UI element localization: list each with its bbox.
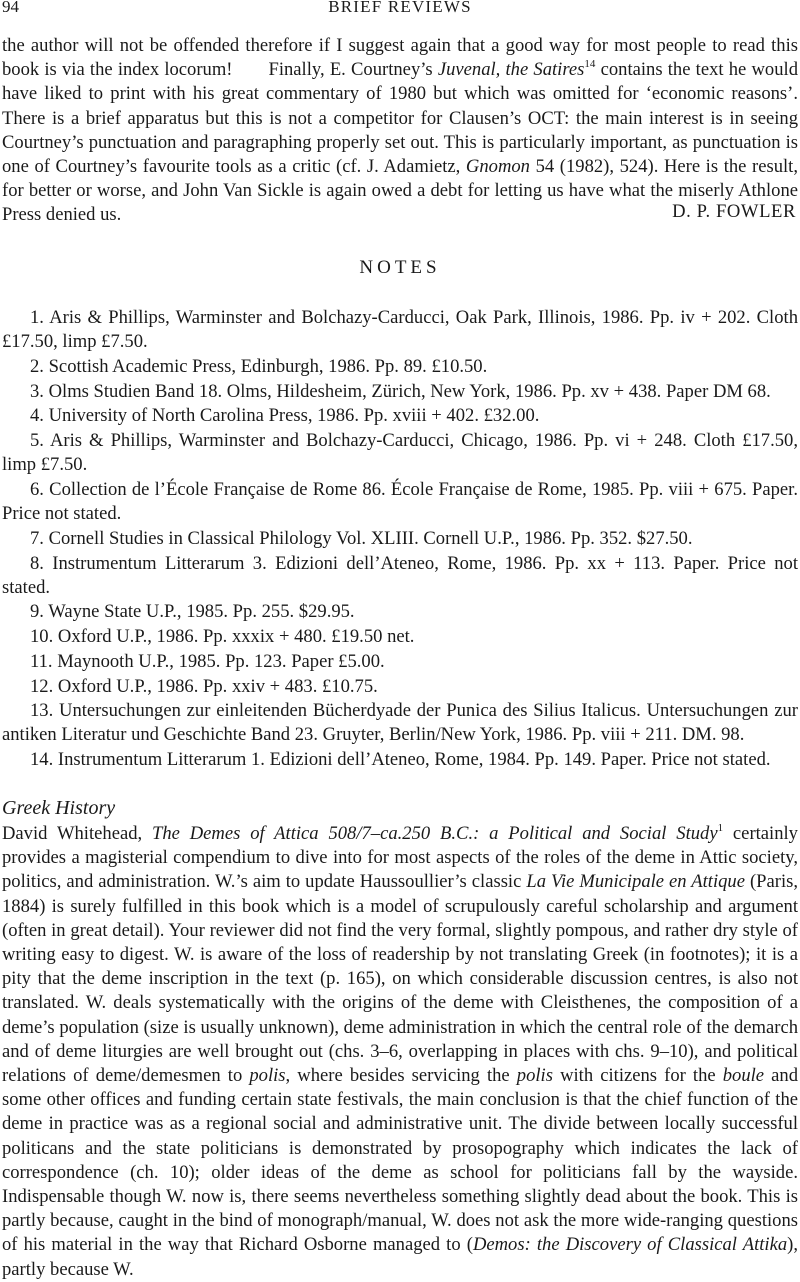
note-item: 12. Oxford U.P., 1986. Pp. xxiv + 483. £10.75. — [30, 675, 378, 697]
note-item: 3. Olms Studien Band 18. Olms, Hildesheim, Zürich, New York, 1986. Pp. xv + 438. Paper DM 68. — [30, 380, 771, 402]
note-item: 2. Scottish Academic Press, Edinburgh, 1986. Pp. 89. £10.50. — [30, 355, 488, 377]
note-item: 5. Aris & Phillips, Warminster and Bolchazy-Carducci, Chicago, 1986. Pp. vi + 248. Cloth £17.50, limp £7.50. — [2, 430, 798, 476]
cited-title: Demos: the Discovery of Classical Attika — [472, 1234, 788, 1256]
note-item: 9. Wayne State U.P., 1985. Pp. 255. $29.95. — [30, 601, 355, 623]
footnote-ref: 1 — [717, 822, 724, 834]
running-head: BRIEF REVIEWS — [328, 0, 472, 16]
note-item: 14. Instrumentum Litterarum 1. Edizioni dell’Ateneo, Rome, 1984. Pp. 149. Paper. Price not stated. — [30, 749, 771, 771]
journal-title: Gnomon — [465, 156, 530, 178]
note-item: 10. Oxford U.P., 1986. Pp. xxxix + 480. £19.50 net. — [30, 626, 415, 648]
review-text: David Whitehead, — [2, 823, 152, 844]
italic-term: polis — [249, 1065, 286, 1087]
note-item: 8. Instrumentum Litterarum 3. Edizioni dell’Ateneo, Rome, 1986. Pp. xx + 113. Paper. Price not stated. — [2, 552, 798, 598]
page-header — [0, 0, 800, 21]
review-paragraph — [2, 822, 798, 1282]
review-text: Finally, E. Courtney’s — [268, 59, 438, 81]
cited-title: La Vie Municipale en Attique — [526, 871, 745, 893]
note-item: 13. Untersuchungen zur einleitenden Bücherdyade der Punica des Silius Italicus. Untersuchungen zur antiken Literatur und Geschichte Band 23. Gruyter, Berlin/New York, 1986. Pp. viii + 211. DM. 98. — [2, 700, 798, 746]
review-text: 54 (1982), 524). Here is the result, for better or worse, and John Van Sickle is again owed a debt for letting us have what the miserly Athlone Press denied us. — [2, 156, 798, 226]
note-item: 11. Maynooth U.P., 1985. Pp. 123. Paper £5.00. — [30, 650, 385, 672]
book-title: The Demes of Attica 508/7–ca.250 B.C.: a Political and Social Study — [152, 823, 718, 844]
review-text: the author will not be offended therefore if I suggest again that a good way for most people to read this book is via the index locorum! — [2, 35, 798, 81]
review-text: contains the text he would have liked to print with his great commentary of 1980 but which was omitted for ‘economic reasons’. There is a brief apparatus but this is not a competitor for Clausen’s OCT: the main interest is in seeing Courtney’s punctuation and paragraphing properly set out. This is particularly important, as punctuation is one of Courtney’s favourite tools as a critic (cf. J. Adamietz, — [2, 59, 798, 178]
review-text: , where besides servicing the — [285, 1065, 517, 1087]
note-item: 4. University of North Carolina Press, 1986. Pp. xviii + 402. £32.00. — [30, 405, 540, 427]
page-number: 94 — [2, 0, 19, 16]
notes-heading: NOTES — [359, 257, 441, 278]
note-item: 7. Cornell Studies in Classical Philology Vol. XLIII. Cornell U.P., 1986. Pp. 352. $27.50. — [30, 527, 693, 549]
italic-term: polis — [516, 1065, 553, 1087]
review-text: ), partly because W. — [2, 1234, 798, 1280]
review-text: and some other offices and funding certain state festivals, the main conclusion is that the chief function of the deme in practice was as a regional social and administrative unit. The divide between locally successful politicans and the state politicians is demonstrated by prosopography which indicates the lack of correspondence (ch. 10); older ideas of the deme as school for politicians fall by the wayside. Indispensable though W. now is, there seems nevertheless something slightly dead about the book. This is partly because, caught in the bind of monograph/manual, W. does not ask the more wide-ranging questions of his material in the way that Richard Osborne managed to ( — [2, 1065, 799, 1256]
italic-term: boule — [722, 1065, 765, 1087]
reviewer-signature: D. P. FOWLER — [672, 201, 796, 222]
notes-list — [2, 306, 798, 773]
section-heading: Greek History — [2, 797, 116, 819]
review-text: with citizens for the — [552, 1065, 723, 1087]
book-title: Juvenal, the Satires — [437, 59, 585, 81]
note-item: 6. Collection de l’École Française de Rome 86. École Française de Rome, 1985. Pp. viii + 675. Paper. Price not stated. — [2, 478, 798, 525]
note-item: 1. Aris & Phillips, Warminster and Bolchazy-Carducci, Oak Park, Illinois, 1986. Pp. iv + 202. Cloth £17.50, limp £7.50. — [2, 307, 798, 353]
review-paragraph — [2, 34, 798, 228]
review-text: (Paris, 1884) is surely fulfilled in this book which is a model of scrupulously careful scholarship and argument (often in great detail). Your reviewer did not find the very formal, slightly pompous, and rather dry style of writing easy to digest. W. is aware of the loss of readership by not translating Greek (in footnotes); it is a pity that the deme inscription in the text (p. 165), on which considerable discussion centres, is also not translated. W. deals systematically with the origins of the deme with Cleisthenes, the composition of a deme’s population (size is usually unknown), deme administration in which the central role of the demarch and of deme liturgies are well brought out (chs. 3–6, overlapping in places with chs. 9–10), and political relations of deme/demesmen to — [2, 871, 798, 1087]
review-text: certainly provides a magisterial compendium to dive into for most aspects of the roles of the deme in Attic society, politics, and administration. W.’s aim to update Haussoullier’s classic — [2, 823, 798, 893]
footnote-ref: 14 — [584, 58, 596, 71]
